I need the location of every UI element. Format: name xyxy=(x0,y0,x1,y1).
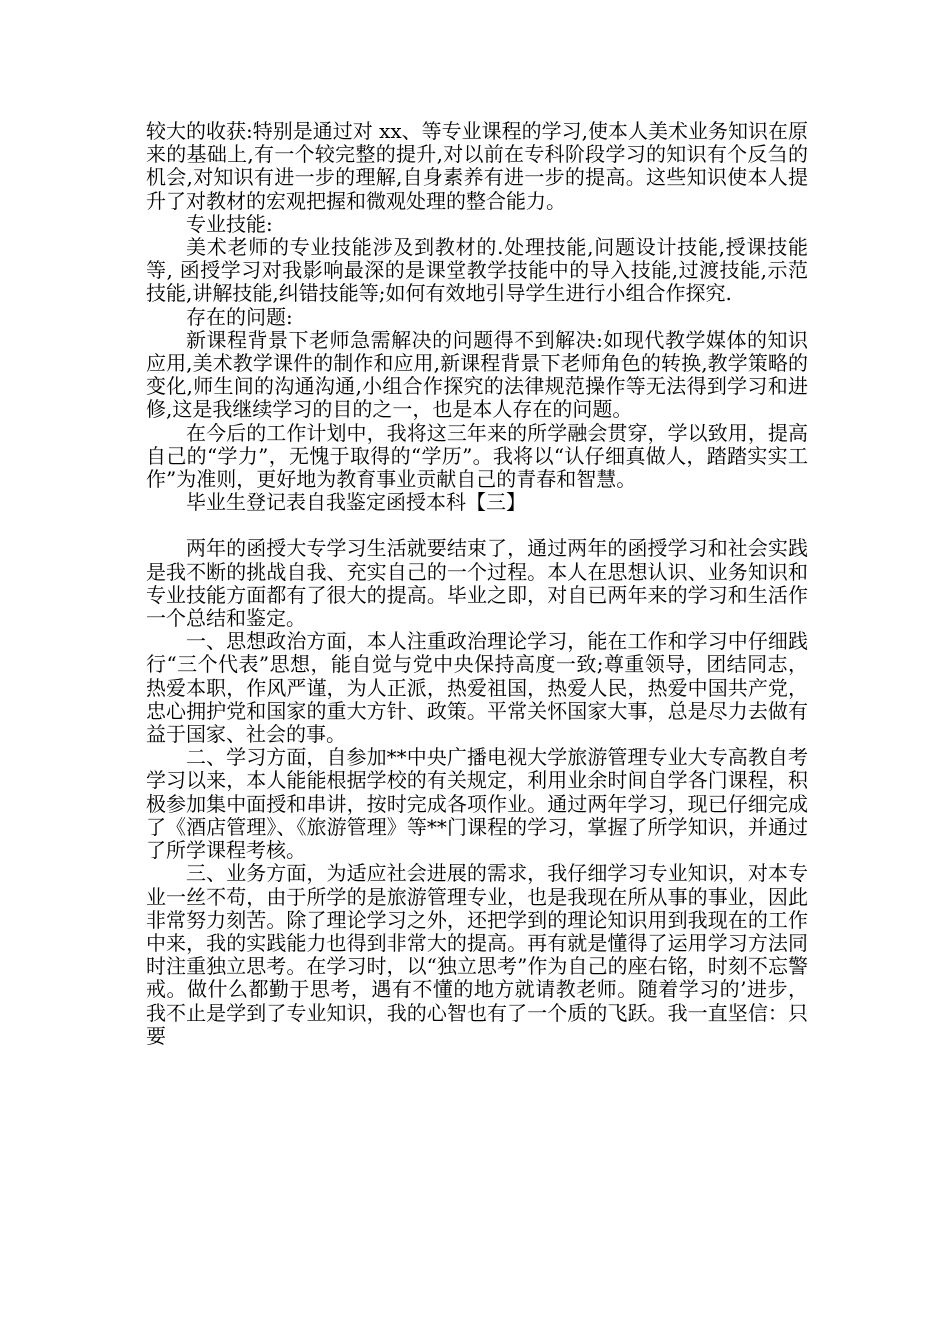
body-paragraph: 在今后的工作计划中，我将这三年来的所学融会贯穿，学以致用，提高自己的“学力”，无愧于取得的“学历”。我将以“认仔细真做人，踏踏实实工作”为准则，更好地为教育事业贡献自己的青春和智慧。 xyxy=(146,420,808,492)
blank-line xyxy=(146,514,808,537)
body-paragraph: 二、学习方面，自参加**中央广播电视大学旅游管理专业大专高教自考学习以来，本人能能根据学校的有关规定，利用业余时间自学各门课程，积极参加集中面授和串讲，按时完成各项作业。通过两年学习，现已仔细完成了《酒店管理》、《旅游管理》等**门课程的学习，掌握了所学知识，并通过了所学课程考核。 xyxy=(146,745,808,863)
document-page xyxy=(146,120,808,1048)
section-heading-problems: 存在的问题: xyxy=(186,304,293,329)
body-paragraph: 较大的收获:特别是通过对 xx、等专业课程的学习,使本人美术业务知识在原来的基础上,有一个较完整的提升,对以前在专科阶段学习的知识有个反刍的机会,对知识有进一步的理解,自身素养有进一步的提高。这些知识使本人提升了对教材的宏观把握和微观处理的整合能力。 xyxy=(146,119,809,213)
body-paragraph: 新课程背景下老师急需解决的问题得不到解决:如现代教学媒体的知识应用,美术教学课件的制作和应用,新课程背景下老师角色的转换,教学策略的变化,师生间的沟通沟通,小组合作探究的法律规范操作等无法得到学习和进修,这是我继续学习的目的之一，也是本人存在的问题。 xyxy=(146,327,808,422)
section-heading-skills: 专业技能: xyxy=(186,211,273,236)
body-paragraph: 一、思想政治方面，本人注重政治理论学习，能在工作和学习中仔细践行“三个代表”思想，能自觉与党中央保持高度一致;尊重领导，团结同志，热爱本职，作风严谨，为人正派，热爱祖国，热爱人民，热爱中国共产党，忠心拥护党和国家的重大方针、政策。平常关怀国家大事，总是尽力去做有益于国家、社会的事。 xyxy=(146,629,808,747)
article-title: 毕业生登记表自我鉴定函授本科【三】 xyxy=(186,490,526,515)
body-paragraph: 三、业务方面，为适应社会进展的需求，我仔细学习专业知识，对本专业一丝不苟，由于所学的是旅游管理专业，也是我现在所从事的事业，因此非常努力刻苦。除了理论学习之外，还把学到的理论知识用到我现在的工作中来，我的实践能力也得到非常大的提高。再有就是懂得了运用学习方法同时注重独立思考。在学习时，以“独立思考”作为自己的座右铭，时刻不忘警戒。做什么都勤于思考，遇有不懂的地方就请教老师。随着学习的’进步，我不止是学到了专业知识，我的心智也有了一个质的飞跃。我一直坚信：只要 xyxy=(146,861,808,1048)
body-paragraph: 两年的函授大专学习生活就要结束了，通过两年的函授学习和社会实践是我不断的挑战自我、充实自己的一个过程。本人在思想认识、业务知识和专业技能方面都有了很大的提高。毕业之即，对自已两年来的学习和生活作一个总结和鉴定。 xyxy=(146,536,808,631)
body-paragraph: 美术老师的专业技能涉及到教材的.处理技能,问题设计技能,授课技能等, 函授学习对我影响最深的是课堂教学技能中的导入技能,过渡技能,示范技能,讲解技能,纠错技能等;如何有效地引导学生进行小组合作探究. xyxy=(146,235,808,306)
